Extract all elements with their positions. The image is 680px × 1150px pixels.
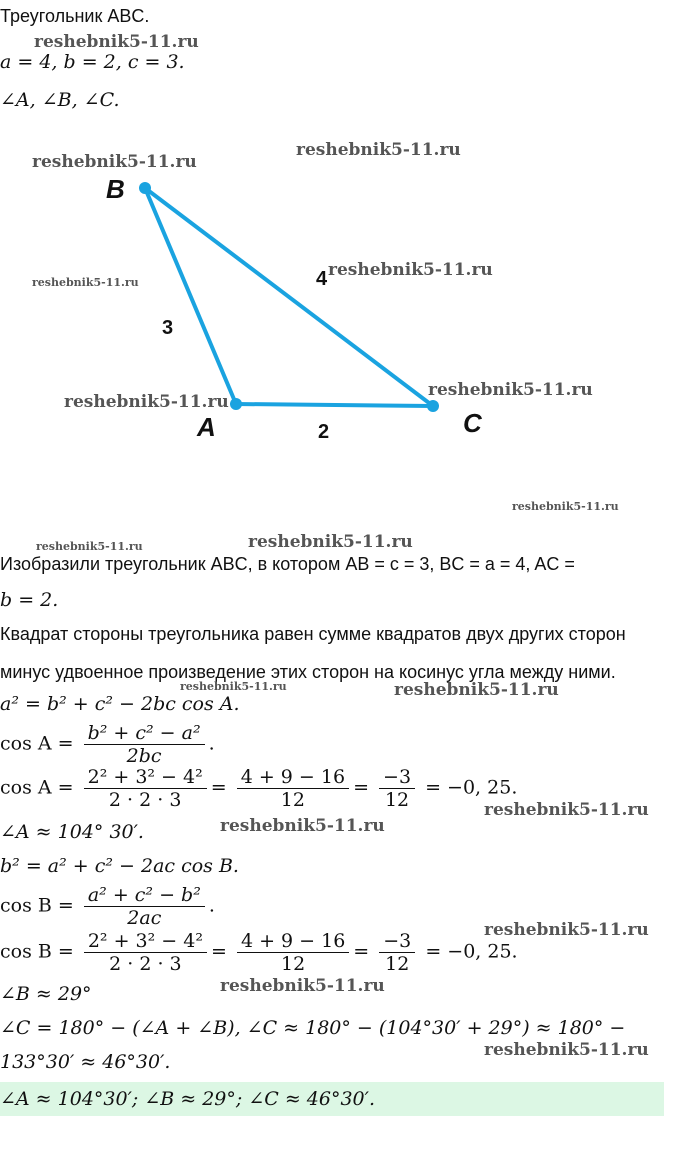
law-of-cosines-a: a² = b² + c² − 2bc cos A.: [0, 693, 240, 715]
cos-a-label: cos A =: [0, 732, 74, 755]
cos-b-calc-den-1: 2 · 2 · 3: [109, 953, 182, 975]
vertex-b-label: B: [106, 174, 125, 204]
cos-b-formula: cos B = $\frac{\text{a² + c² − b²}}{2ac}$ .: [0, 884, 215, 929]
side-bc-label: 4: [316, 268, 328, 290]
angle-c-line-2: 133°30′ ≈ 46°30′.: [0, 1051, 171, 1073]
solution-line-1: Изобразили треугольник ABC, в котором AB = c = 3, BC = a = 4, AC =: [0, 554, 575, 574]
cos-a-calc-den-2: 12: [280, 789, 305, 811]
cos-b-calc-den-2: 12: [281, 953, 306, 975]
vertex-b-point: [139, 182, 151, 194]
cos-a-calc-num-1: 2² + 3² − 4²: [84, 766, 207, 789]
triangle-diagram: [0, 130, 680, 510]
side-bc: [145, 188, 433, 406]
watermark: reshebnik5-11.ru: [36, 540, 143, 553]
cos-a-calc-frac-2: [237, 766, 349, 811]
watermark: reshebnik5-11.ru: [220, 816, 385, 836]
theorem-line-1: Квадрат стороны треугольника равен сумме квадратов двух других сторон: [0, 624, 626, 644]
watermark: reshebnik5-11.ru: [180, 680, 287, 693]
cos-a-calc-num-2: 4 + 9 − 16: [237, 766, 349, 789]
cos-b-result: = −0, 25.: [425, 940, 518, 963]
cos-b-calc-label: cos B =: [0, 940, 74, 963]
vertex-a-point: [230, 398, 242, 410]
watermark: reshebnik5-11.ru: [428, 380, 593, 400]
angle-a-result: ∠A ≈ 104° 30′.: [0, 821, 144, 843]
cos-a-calc-num-3: −3: [379, 766, 415, 789]
side-ab-label: 3: [162, 317, 174, 339]
find-angles: ∠A, ∠B, ∠C.: [0, 89, 120, 111]
law-of-cosines-b: b² = a² + c² − 2ac cos B.: [0, 855, 239, 877]
vertex-c-label: C: [463, 408, 482, 438]
solution-line-2: b = 2.: [0, 589, 59, 611]
given-sides: a = 4, b = 2, c = 3.: [0, 51, 185, 73]
watermark: reshebnik5-11.ru: [34, 32, 199, 52]
cos-a-calc-den-1: 2 · 2 · 3: [108, 789, 182, 811]
cos-b-calc-frac-1: [84, 930, 207, 975]
cos-a-result: = −0, 25.: [425, 776, 518, 799]
cos-a-formula: cos A = $\frac{\text{b² + c² − a²}}{2bc}$ .: [0, 722, 215, 767]
side-ac-label: 2: [318, 421, 330, 443]
cos-a-numerator: b² + c² − a²: [84, 722, 205, 745]
cos-b-calc-frac-2: [237, 930, 349, 975]
cos-b-calc-den-3: 12: [385, 953, 410, 975]
watermark: reshebnik5-11.ru: [32, 276, 139, 289]
watermark: reshebnik5-11.ru: [512, 500, 619, 513]
answer-text: ∠A ≈ 104°30′; ∠B ≈ 29°; ∠C ≈ 46°30′.: [0, 1088, 375, 1110]
cos-a-calc-frac-1: [84, 766, 207, 811]
angle-b-result: ∠B ≈ 29°: [0, 983, 92, 1005]
watermark: reshebnik5-11.ru: [64, 392, 229, 412]
cos-a-calc-frac-3: [379, 766, 415, 811]
vertex-a-label: A: [197, 412, 216, 442]
watermark: reshebnik5-11.ru: [484, 800, 649, 820]
cos-a-calc-label: cos A =: [0, 776, 74, 799]
cos-a-calc-den-3: 12: [384, 789, 410, 811]
cos-b-calculation: cos B = $\frac{\text{2² + 3² − 4²}}{2 \cdot 2 \cdot 3}$ = $\frac{4 + 9 - 16}{12}$ = $\frac{-3}{12}$ = −0, 25.: [0, 930, 518, 975]
watermark: reshebnik5-11.ru: [394, 680, 559, 700]
cos-b-label: cos B =: [0, 894, 74, 917]
cos-b-calc-num-3: −3: [379, 930, 415, 953]
watermark: reshebnik5-11.ru: [328, 260, 493, 280]
cos-b-fraction: [84, 884, 205, 929]
watermark: reshebnik5-11.ru: [220, 976, 385, 996]
problem-title: Треугольник ABC.: [0, 6, 150, 26]
cos-a-denominator: 2bc: [126, 745, 162, 767]
watermark: reshebnik5-11.ru: [296, 140, 461, 160]
theorem-line-2: минус удвоенное произведение этих сторон на косинус угла между ними.: [0, 662, 616, 682]
answer-box: [0, 1082, 664, 1116]
cos-a-fraction: [84, 722, 205, 767]
watermark: reshebnik5-11.ru: [484, 1040, 649, 1060]
angle-c-line-1: ∠C = 180° − (∠A + ∠B), ∠C ≈ 180° − (104°30′ + 29°) ≈ 180° −: [0, 1017, 626, 1039]
cos-b-denominator: 2ac: [127, 907, 162, 929]
watermark: reshebnik5-11.ru: [484, 920, 649, 940]
vertex-c-point: [427, 400, 439, 412]
cos-b-numerator: a² + c² − b²: [84, 884, 205, 907]
cos-a-calculation: cos A = $\frac{\text{2² + 3² − 4²}}{2 \cdot 2 \cdot 3}$ = $\frac{4 + 9 - 16}{12}$ = $\frac{-3}{12}$ = −0, 25.: [0, 766, 518, 811]
side-ac: [236, 404, 433, 406]
cos-b-calc-num-2: 4 + 9 − 16: [237, 930, 349, 953]
cos-b-calc-frac-3: [379, 930, 415, 975]
watermark: reshebnik5-11.ru: [32, 152, 197, 172]
watermark: reshebnik5-11.ru: [248, 532, 413, 552]
cos-b-calc-num-1: 2² + 3² − 4²: [84, 930, 207, 953]
